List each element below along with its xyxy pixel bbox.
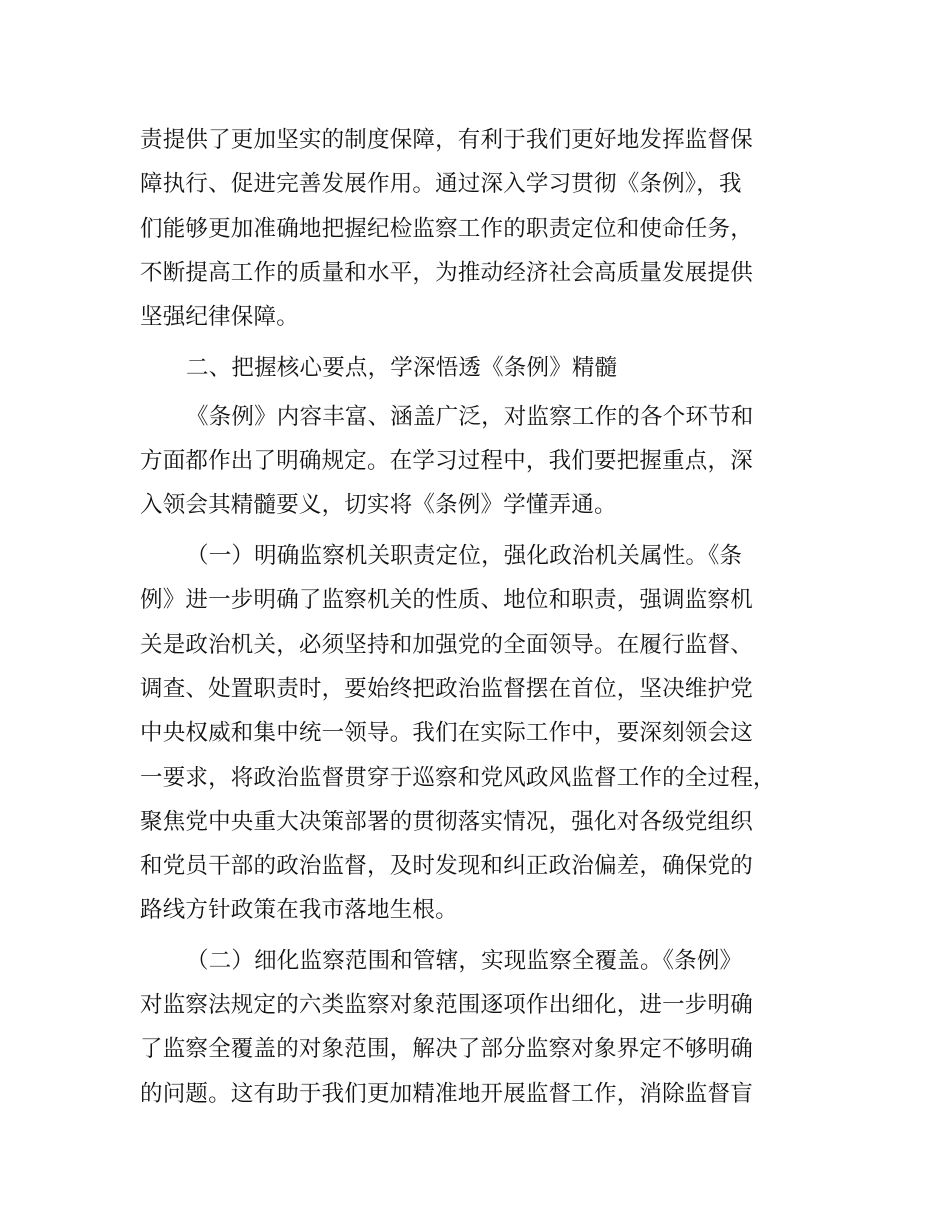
text-line: 和党员干部的政治监督，及时发现和纠正政治偏差，确保党的 xyxy=(140,853,753,879)
text-line: 方面都作出了明确规定。在学习过程中，我们要把握重点，深 xyxy=(140,448,753,474)
text-line: 调查、处置职责时，要始终把政治监督摆在首位，坚决维护党 xyxy=(140,676,753,702)
text-line: 入领会其精髓要义，切实将《条例》学懂弄通。 xyxy=(140,492,617,518)
section-heading: 二、把握核心要点，学深悟透《条例》精髓 xyxy=(186,355,618,381)
text-line: 关是政治机关，必须坚持和加强党的全面领导。在履行监督、 xyxy=(140,632,753,658)
text-line: （一）明确监察机关职责定位，强化政治机关属性。《条 xyxy=(186,543,743,569)
text-line: 聚焦党中央重大决策部署的贯彻落实情况，强化对各级党组织 xyxy=(140,809,753,835)
text-line: 障执行、促进完善发展作用。通过深入学习贯彻《条例》，我 xyxy=(140,171,742,197)
text-line: 《条例》内容丰富、涵盖广泛，对监察工作的各个环节和 xyxy=(186,404,754,430)
text-line: 了监察全覆盖的对象范围，解决了部分监察对象界定不够明确 xyxy=(140,1036,753,1062)
text-line: 路线方针政策在我市落地生根。 xyxy=(140,897,458,923)
text-line: （二）细化监察范围和管辖，实现监察全覆盖。《条例》 xyxy=(186,948,743,974)
text-line: 对监察法规定的六类监察对象范围逐项作出细化，进一步明确 xyxy=(140,992,753,1018)
text-line: 例》进一步明确了监察机关的性质、地位和职责，强调监察机 xyxy=(140,587,753,613)
text-line: 一要求，将政治监督贯穿于巡察和党风政风监督工作的全过程， xyxy=(140,765,776,791)
text-line: 们能够更加准确地把握纪检监察工作的职责定位和使命任务， xyxy=(140,216,753,242)
text-line: 责提供了更加坚实的制度保障，有利于我们更好地发挥监督保 xyxy=(140,127,753,153)
text-line: 中央权威和集中统一领导。我们在实际工作中，要深刻领会这 xyxy=(140,720,753,746)
text-line: 的问题。这有助于我们更加精准地开展监督工作，消除监督盲 xyxy=(140,1081,753,1107)
text-line: 坚强纪律保障。 xyxy=(140,304,299,330)
text-line: 不断提高工作的质量和水平，为推动经济社会高质量发展提供 xyxy=(140,260,753,286)
